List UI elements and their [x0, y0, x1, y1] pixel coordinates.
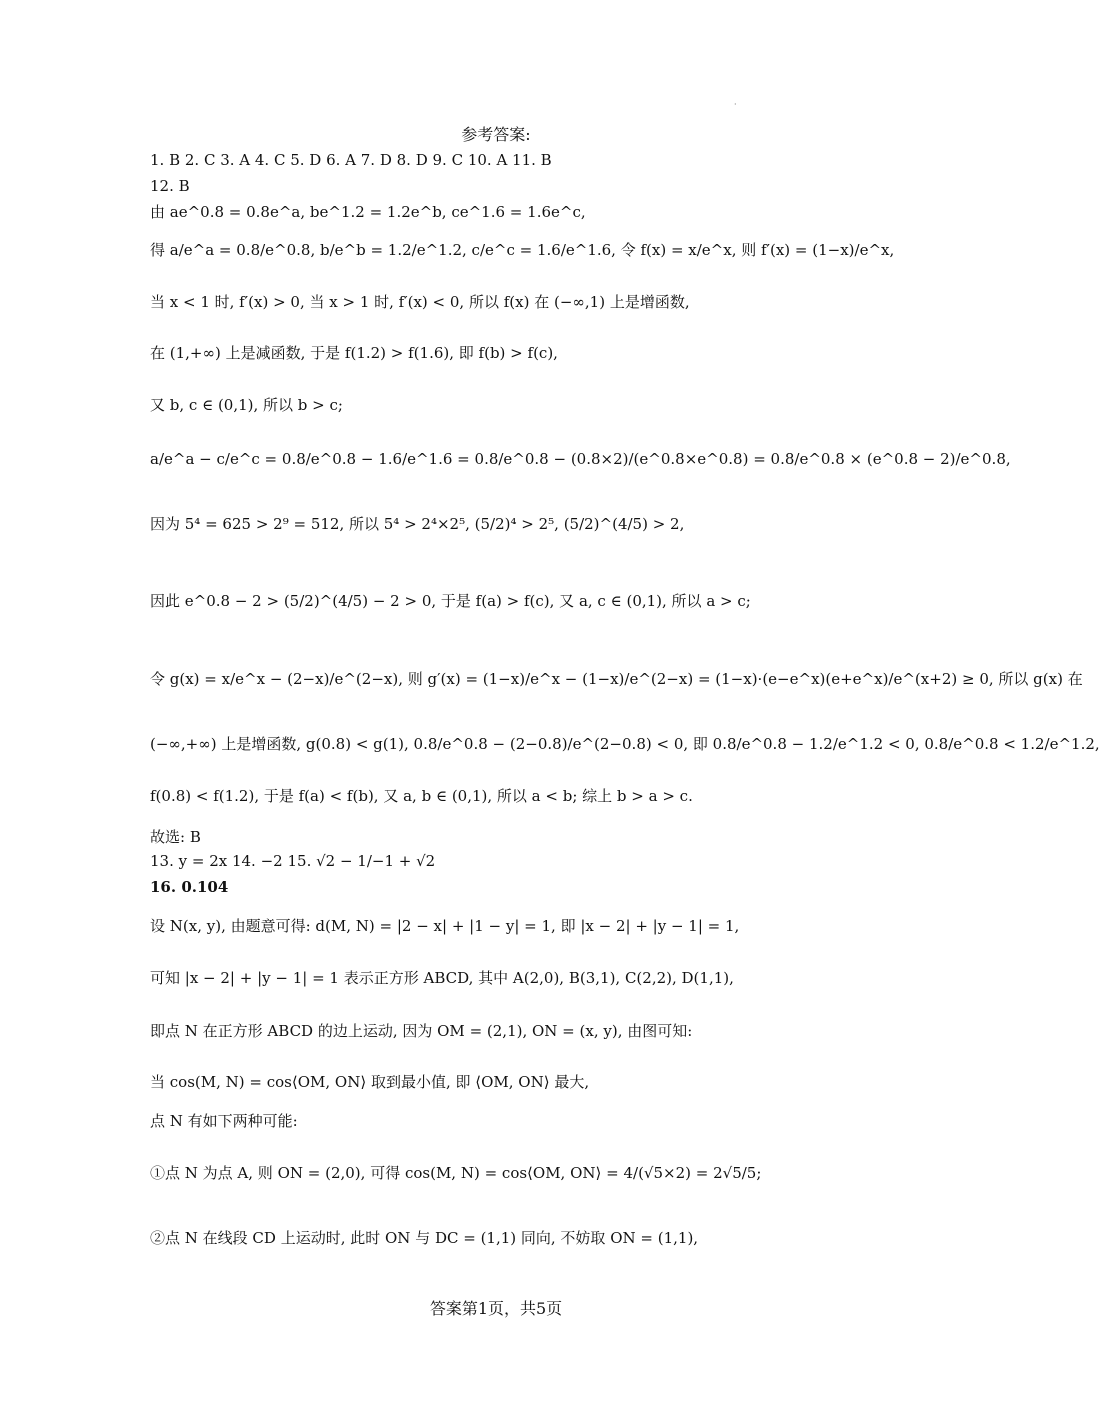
solution-line: 得 a/e^a = 0.8/e^0.8, b/e^b = 1.2/e^1.2, c/e^c = 1.6/e^1.6, 令 f(x) = x/e^x, 则 f′(x) = (1−x)/e^x,: [150, 241, 895, 259]
solution-line: ①点 N 为点 A, 则 ON = (2,0), 可得 cos(M, N) = cos⟨OM, ON⟩ = 4/(√5×2) = 2√5/5;: [150, 1164, 762, 1182]
solution-line: (−∞,+∞) 上是增函数, g(0.8) < g(1), 0.8/e^0.8 − (2−0.8)/e^(2−0.8) < 0, 即 0.8/e^0.8 − 1.2/e^1.2 < 0, 0.8/e^0.8 < 1.2/e^1.2,: [150, 735, 1100, 753]
solution-line: 可知 |x − 2| + |y − 1| = 1 表示正方形 ABCD, 其中 A(2,0), B(3,1), C(2,2), D(1,1),: [150, 969, 734, 987]
solution-line: f(0.8) < f(1.2), 于是 f(a) < f(b), 又 a, b ∈ (0,1), 所以 a < b; 综上 b > a > c.: [150, 787, 693, 805]
solution-line: 又 b, c ∈ (0,1), 所以 b > c;: [150, 396, 343, 414]
solution-line: 即点 N 在正方形 ABCD 的边上运动, 因为 OM = (2,1), ON = (x, y), 由图可知:: [150, 1022, 693, 1040]
page-footer: 答案第1页，共5页: [429, 1299, 563, 1318]
solution-line: 设 N(x, y), 由题意可得: d(M, N) = |2 − x| + |1 − y| = 1, 即 |x − 2| + |y − 1| = 1,: [150, 917, 740, 935]
solution-line: 当 cos(M, N) = cos⟨OM, ON⟩ 取到最小值, 即 ⟨OM, ON⟩ 最大,: [150, 1073, 590, 1091]
solution-line: 当 x < 1 时, f′(x) > 0, 当 x > 1 时, f′(x) < 0, 所以 f(x) 在 (−∞,1) 上是增函数,: [150, 293, 690, 311]
solution-line: 在 (1,+∞) 上是减函数, 于是 f(1.2) > f(1.6), 即 f(b) > f(c),: [150, 344, 558, 362]
solution-line: 故选: B: [150, 828, 201, 846]
answers-row-2: 12. B: [150, 177, 190, 195]
page-title: 参考答案:: [461, 125, 531, 144]
answer-13-15: 13. y = 2x 14. −2 15. √2 − 1/−1 + √2: [150, 852, 436, 870]
solution-line: 因此 e^0.8 − 2 > (5/2)^(4/5) − 2 > 0, 于是 f(a) > f(c), 又 a, c ∈ (0,1), 所以 a > c;: [150, 592, 751, 610]
solution-line: 点 N 有如下两种可能:: [150, 1112, 298, 1130]
solution-line: 由 ae^0.8 = 0.8e^a, be^1.2 = 1.2e^b, ce^1.6 = 1.6e^c,: [150, 203, 586, 221]
answers-row-1: 1. B 2. C 3. A 4. C 5. D 6. A 7. D 8. D 9. C 10. A 11. B: [150, 151, 552, 169]
solution-line: 令 g(x) = x/e^x − (2−x)/e^(2−x), 则 g′(x) = (1−x)/e^x − (1−x)/e^(2−x) = (1−x)·(e−e^x)(e+e^x)/e^(x+2) ≥ 0, 所以 g(x) 在: [150, 670, 1083, 688]
answer-16: 16. 0.104: [150, 878, 229, 896]
solution-line: a/e^a − c/e^c = 0.8/e^0.8 − 1.6/e^1.6 = 0.8/e^0.8 − (0.8×2)/(e^0.8×e^0.8) = 0.8/e^0.8 × (e^0.8 − 2)/e^0.8,: [150, 450, 1011, 468]
solution-line: ②点 N 在线段 CD 上运动时, 此时 ON 与 DC = (1,1) 同向, 不妨取 ON = (1,1),: [150, 1229, 699, 1247]
scan-speck: ·: [734, 100, 737, 109]
solution-line: 因为 5⁴ = 625 > 2⁹ = 512, 所以 5⁴ > 2⁴×2⁵, (5/2)⁴ > 2⁵, (5/2)^(4/5) > 2,: [150, 515, 685, 533]
